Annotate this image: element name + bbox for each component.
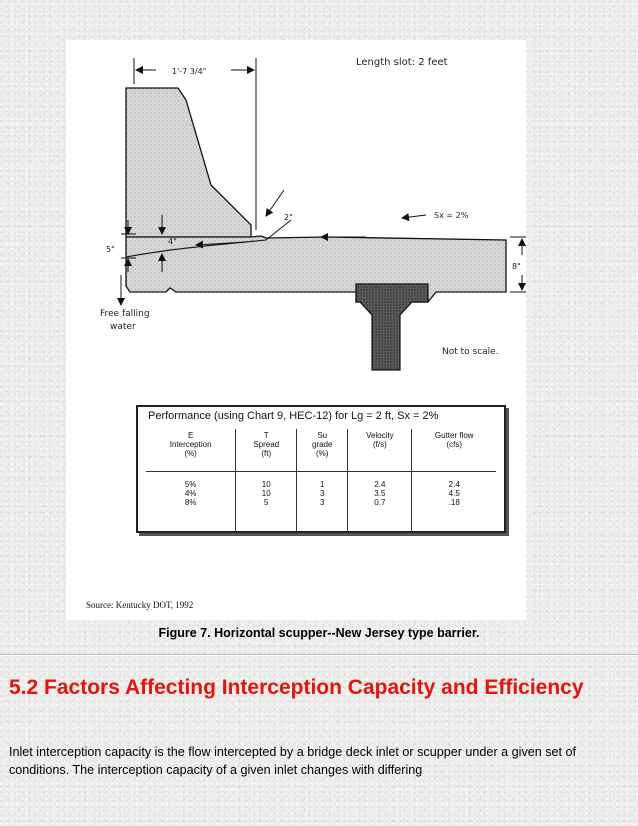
performance-table-box bbox=[136, 405, 506, 533]
header-gutter-flow: Gutter flow (cfs) bbox=[412, 429, 496, 472]
dimension-top-label: 1'-7 3/4" bbox=[172, 67, 207, 76]
col-spread-values: 10 10 5 bbox=[236, 472, 297, 535]
girder-beam bbox=[356, 284, 428, 370]
water-label: water bbox=[110, 322, 136, 332]
slope-label: Sx = 2% bbox=[434, 211, 469, 220]
performance-table bbox=[146, 429, 496, 534]
header-spread: T Spread (ft) bbox=[236, 429, 297, 472]
figure-caption: Figure 7. Horizontal scupper--New Jersey type barrier. bbox=[158, 626, 480, 640]
deck-slab bbox=[126, 236, 506, 302]
header-velocity: Velocity (f/s) bbox=[348, 429, 412, 472]
dim-5in-label: 5" bbox=[106, 245, 115, 254]
col-grade-values: 1 3 3 bbox=[297, 472, 348, 535]
performance-title: Performance (using Chart 9, HEC-12) for Lg = 2 ft, Sx = 2% bbox=[148, 410, 439, 422]
col-interception-values: 5% 4% 8% bbox=[184, 480, 197, 507]
barrier-shape bbox=[126, 88, 251, 237]
scupper-drawing bbox=[66, 40, 526, 400]
col-velocity-values: 2.4 3.5 0.7 bbox=[348, 472, 412, 535]
length-slot-label: Length slot: 2 feet bbox=[356, 57, 448, 68]
figure-source: Source: Kentucky DOT, 1992 bbox=[86, 600, 194, 610]
section-heading: 5.2 Factors Affecting Interception Capacity and Efficiency bbox=[9, 676, 584, 699]
header-interception: E Interception (%) bbox=[146, 429, 236, 472]
not-to-scale-label: Not to scale. bbox=[442, 347, 499, 357]
dim-4in-label: 4" bbox=[168, 237, 177, 246]
horizontal-divider bbox=[0, 654, 638, 656]
section-body: Inlet interception capacity is the flow intercepted by a bridge deck inlet or scupper under a given set of conditions. The interception capacity of a given inlet changes with differing bbox=[9, 745, 577, 777]
header-grade: Su grade (%) bbox=[297, 429, 348, 472]
col-gutter-flow-values: 2.4 4.5 .18 bbox=[412, 472, 496, 535]
dim-2in-label: 2" bbox=[284, 213, 293, 222]
free-falling-label: Free falling bbox=[100, 309, 150, 319]
dim-8in-label: 8" bbox=[512, 262, 521, 271]
